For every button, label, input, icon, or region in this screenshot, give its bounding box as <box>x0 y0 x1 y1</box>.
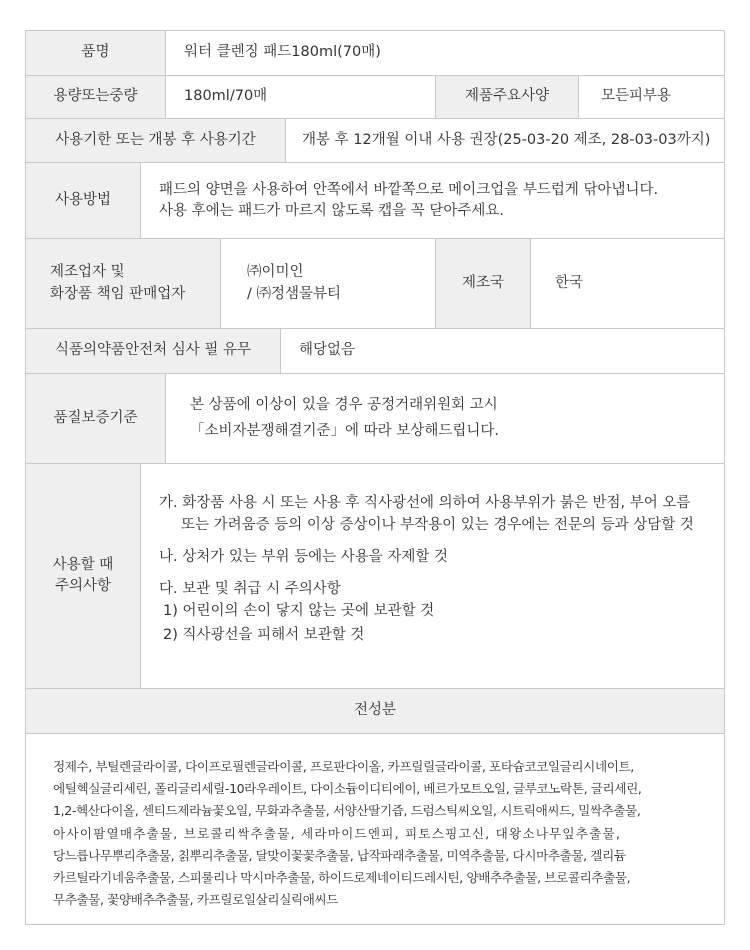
caution-item: 가. 화장품 사용 시 또는 사용 후 직사광선에 의하여 사용부위가 붉은 반점, 부어 오름 <box>159 495 691 511</box>
ingredient-line: 카르틸라기네움추출물, 스피룰리나 막시마추출물, 하이드로제네이티드레시틴, 양배추추출물, 브로콜리추출물, <box>53 870 631 886</box>
value-country: 한국 <box>530 238 725 329</box>
label-volume: 용량또는중량 <box>25 75 166 119</box>
label-line: 주의사항 <box>54 578 112 594</box>
caution-item: 다. 보관 및 취급 시 주의사항 <box>159 581 341 597</box>
ingredient-line: 1,2-헥산다이올, 센티드제라늄꽃오일, 무화과추출물, 서양산딸기즙, 드럼스틱씨오일, 시트릭애씨드, 밀싹추출물, <box>53 803 641 819</box>
label-product-name: 품명 <box>25 30 166 76</box>
label-quality: 품질보증기준 <box>25 373 166 464</box>
label-country: 제조국 <box>435 238 531 329</box>
quality-line: 「소비자분쟁해결기준」에 따라 보상해드립니다. <box>190 422 499 439</box>
label-line: 사용할 때 <box>52 556 114 573</box>
value-expiry: 개봉 후 12개월 이내 사용 권장(25-03-20 제조, 28-03-03까지) <box>285 118 725 163</box>
label-ingredients: 전성분 <box>25 688 725 734</box>
ingredient-line: 에틸헥실글리세린, 폴리글리세릴-10라우레이트, 다이소듐이디티에이, 베르가모트오일, 글루코노락톤, 글리세린, <box>53 781 642 797</box>
label-spec: 제품주요사양 <box>435 75 579 119</box>
value-product-name: 워터 클렌징 패드180ml(70매) <box>165 30 725 76</box>
ingredient-line: 당느릅나무뿌리추출물, 칡뿌리추출물, 달맞이꽃꽃추출물, 납작파래추출물, 미역추출물, 다시마추출물, 겔리듐 <box>53 847 626 863</box>
label-caution <box>25 463 141 689</box>
label-maker <box>25 238 221 329</box>
ingredient-line: 무추출물, 꽃양배추추출물, 카프릴로일살리실릭애씨드 <box>53 892 339 908</box>
caution-item: 1) 어린이의 손이 닿지 않는 곳에 보관할 것 <box>163 603 435 619</box>
value-maker <box>220 238 436 329</box>
label-usage: 사용방법 <box>25 162 141 239</box>
value-ingredients <box>25 733 725 925</box>
label-line: 제조업자 및 <box>50 264 125 281</box>
label-expiry: 사용기한 또는 개봉 후 사용기간 <box>25 118 286 163</box>
value-volume: 180ml/70매 <box>165 75 436 119</box>
maker-line: ㈜이미인 <box>247 264 304 281</box>
caution-item: 2) 직사광선을 피해서 보관할 것 <box>163 627 365 643</box>
label-mfds: 식품의약품안전처 심사 필 유무 <box>25 328 281 374</box>
usage-line: 패드의 양면을 사용하여 안쪽에서 바깥쪽으로 메이크업을 부드럽게 닦아냅니다. <box>159 182 659 198</box>
maker-line: / ㈜정샘물뷰티 <box>247 285 342 302</box>
value-quality <box>165 373 725 464</box>
value-caution <box>140 463 725 689</box>
value-usage <box>140 162 725 239</box>
caution-item: 나. 상처가 있는 부위 등에는 사용을 자제할 것 <box>159 549 448 565</box>
value-mfds: 해당없음 <box>280 328 725 374</box>
label-line: 화장품 책임 판매업자 <box>50 285 186 302</box>
quality-line: 본 상품에 이상이 있을 경우 공정거래위원회 고시 <box>190 397 498 414</box>
ingredient-line: 아사이팜열매추출물, 브로콜리싹추출물, 세라마이드엔피, 피토스핑고신, 대왕소나무잎추출물, <box>53 825 622 841</box>
value-spec: 모든피부용 <box>578 75 725 119</box>
caution-item: 또는 가려움증 등의 이상 증상이나 부작용이 있는 경우에는 전문의 등과 상담할 것 <box>181 517 694 533</box>
ingredient-line: 정제수, 부틸렌글라이콜, 다이프로필렌글라이콜, 프로판다이올, 카프릴릴글라이콜, 포타슘코코일글리시네이트, <box>53 759 634 774</box>
usage-line: 사용 후에는 패드가 마르지 않도록 캡을 꼭 닫아주세요. <box>159 203 505 220</box>
